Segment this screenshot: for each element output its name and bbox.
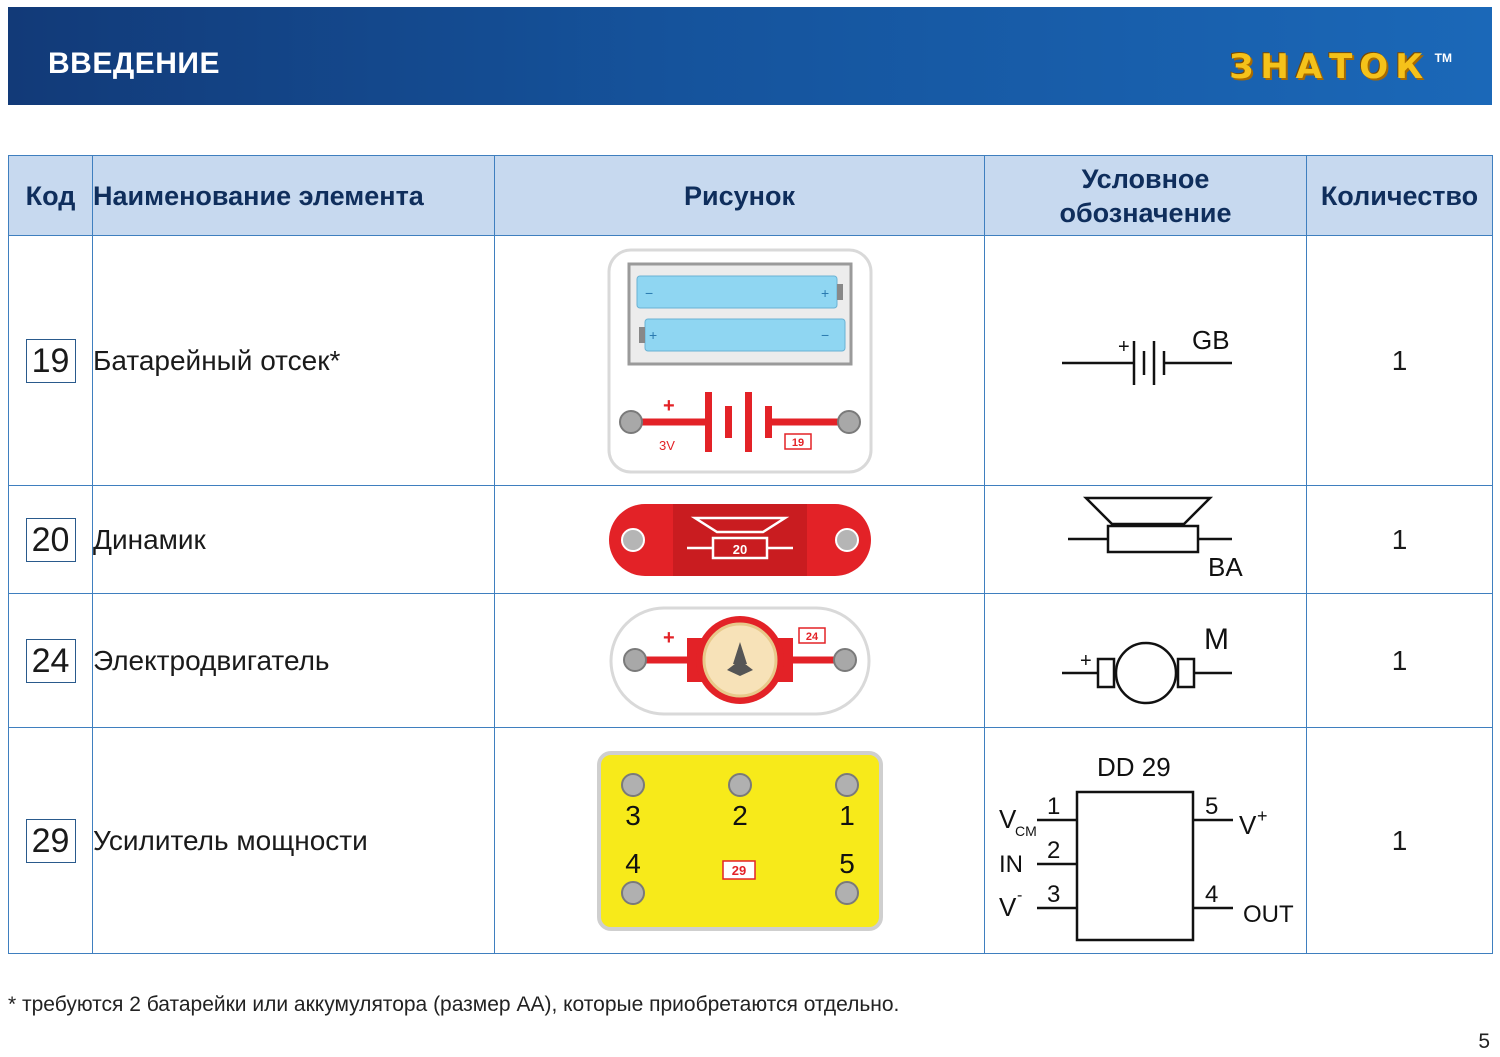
vcm-label: V — [998, 803, 1016, 834]
picture-plus-sign: + — [662, 394, 675, 417]
vminus-label: V — [998, 891, 1016, 922]
pin-label: 2 — [731, 799, 748, 831]
row-quantity: 1 — [1307, 486, 1493, 594]
picture-part-label: 19 — [791, 436, 804, 449]
table-row — [9, 486, 1493, 594]
header-picture: Рисунок — [495, 156, 985, 236]
pin-number: 5 — [1204, 792, 1218, 820]
vplus-superscript: + — [1256, 805, 1268, 826]
symbol-label: M — [1203, 622, 1229, 656]
amplifier-picture — [595, 749, 885, 933]
header-bar — [8, 7, 1492, 105]
table-row — [9, 728, 1493, 954]
pin-label: 3 — [624, 799, 641, 831]
motor-symbol — [1046, 611, 1246, 711]
row-name: Батарейный отсек* — [93, 236, 495, 486]
battery2-plus-mark: + — [648, 326, 657, 343]
pin-number: 2 — [1046, 836, 1060, 864]
vplus-label: V — [1238, 809, 1256, 840]
header-quantity: Количество — [1307, 156, 1493, 236]
picture-part-label: 24 — [805, 630, 818, 643]
out-label: OUT — [1242, 900, 1294, 928]
battery2-minus-mark: − — [820, 326, 829, 343]
row-name: Усилитель мощности — [93, 728, 495, 954]
table-row — [9, 236, 1493, 486]
pin-number: 1 — [1046, 792, 1060, 820]
picture-voltage: 3V — [658, 437, 675, 453]
header-code: Код — [9, 156, 93, 236]
row-code: 29 — [26, 819, 76, 863]
symbol-title: DD 29 — [1096, 751, 1171, 782]
picture-part-label: 29 — [731, 862, 746, 878]
picture-plus-sign: + — [662, 626, 675, 649]
row-name: Электродвигатель — [93, 594, 495, 728]
row-code: 20 — [26, 518, 76, 562]
speaker-symbol — [1046, 492, 1246, 588]
row-quantity: 1 — [1307, 594, 1493, 728]
row-code: 24 — [26, 639, 76, 683]
vcm-subscript: CM — [1014, 822, 1037, 839]
symbol-plus-sign: + — [1117, 335, 1130, 358]
header-symbol-line1: Условное — [1081, 163, 1210, 194]
header-symbol-line2: обозначение — [1059, 197, 1232, 228]
pin-label: 1 — [838, 799, 855, 831]
picture-part-label: 20 — [732, 541, 747, 557]
symbol-label: BA — [1207, 551, 1243, 582]
motor-picture — [607, 604, 873, 718]
pin-label: 4 — [624, 847, 641, 879]
page-number: 5 — [1478, 1030, 1490, 1053]
trademark-mark: TM — [1434, 51, 1452, 65]
battery-holder-picture — [605, 246, 875, 476]
battery-minus-mark: − — [644, 284, 653, 301]
row-quantity: 1 — [1307, 728, 1493, 954]
symbol-plus-sign: + — [1079, 649, 1092, 672]
battery-plus-mark: + — [820, 284, 829, 301]
row-quantity: 1 — [1307, 236, 1493, 486]
vminus-superscript: - — [1016, 886, 1022, 904]
section-title: ВВЕДЕНИЕ — [48, 47, 220, 80]
brand-logo: ЗНАТОК — [1229, 47, 1430, 87]
battery-symbol — [1046, 311, 1246, 411]
speaker-picture — [607, 500, 873, 580]
parts-table — [8, 155, 1493, 954]
row-code: 19 — [26, 339, 76, 383]
pin-number: 3 — [1046, 880, 1060, 908]
footnote: * требуются 2 батарейки или аккумулятора (размер АА), которые приобретаются отдельно. — [8, 993, 900, 1016]
header-name: Наименование элемента — [93, 156, 495, 236]
pin-number: 4 — [1204, 880, 1218, 908]
row-name: Динамик — [93, 486, 495, 594]
in-label: IN — [998, 850, 1023, 878]
table-header-row — [9, 156, 1493, 236]
amplifier-symbol — [987, 736, 1305, 946]
pin-label: 5 — [838, 847, 855, 879]
header-symbol — [985, 156, 1307, 236]
table-row — [9, 594, 1493, 728]
symbol-label: GB — [1191, 324, 1230, 355]
